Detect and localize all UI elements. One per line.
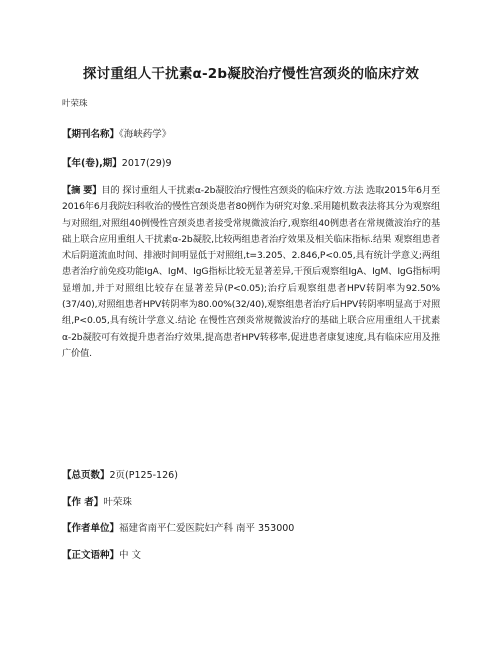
journal-value: 《海峡药学》 [119, 129, 172, 140]
year-issue-label: 【年(卷),期】 [62, 158, 122, 169]
journal-field [62, 126, 171, 140]
author-label: 【作 者】 [62, 497, 104, 508]
affiliation-value: 福建省南平仁爱医院妇产科 南平 353000 [119, 523, 295, 534]
author-line: 叶荣珠 [62, 99, 88, 109]
abstract-text: 目的 探讨重组人干扰素α-2b凝胶治疗慢性宫颈炎的临床疗效.方法 选取2015年6月至2016年6月我院妇科收治的慢性宫颈炎患者80例作为研究对象.采用随机数表法将其分为观察组与对照组,对照组40例慢性宫颈炎患者接受常规微波治疗,观察组40例患者在常规微波治疗的基础上联合应用重组人干扰素α-2b凝胶,比较两组患者治疗效果及相关临床指标.结果 观察组患者术后阴道流血时间、排液时间明显低于对照组,t=3.205、2.846,P<0.05,具有统计学意义;两组患者治疗前免疫功能IgA、IgM、IgG指标比较无显著差异,干预后观察组IgA、IgM、IgG指标明显增加,并于对照组比较存在显著差异(P<0.05);治疗后观察组患者HPV转阴率为92.50%(37/40),对照组患者HPV转阴率为80.00%(32/40),观察组患者治疗后HPV转阴率明显高于对照组,P<0.05,具有统计学意义.结论 在慢性宫颈炎常规微波治疗的基础上联合应用重组人干扰素α-2b凝胶可有效提升患者治疗效果,提高患者HPV转移率,促进患者康复速度,具有临床应用及推广价值. [62, 185, 440, 359]
pages-label: 【总页数】 [62, 470, 110, 481]
author-value: 叶荣珠 [103, 497, 132, 508]
pages-field [62, 467, 178, 481]
year-issue-field [62, 155, 172, 169]
language-label: 【正文语种】 [62, 550, 120, 561]
year-issue-value: 2017(29)9 [121, 158, 172, 169]
affiliation-field [62, 520, 294, 534]
author-field [62, 494, 132, 508]
pages-value: 2页(P125-126) [109, 470, 178, 481]
language-field [62, 547, 141, 561]
abstract-label: 【摘 要】 [62, 185, 102, 196]
journal-label: 【期刊名称】 [62, 129, 120, 140]
affiliation-label: 【作者单位】 [62, 523, 120, 534]
paper-title: 探讨重组人干扰素α-2b凝胶治疗慢性宫颈炎的临床疗效 [82, 66, 420, 82]
language-value: 中 文 [119, 550, 142, 561]
abstract-block [62, 183, 440, 362]
